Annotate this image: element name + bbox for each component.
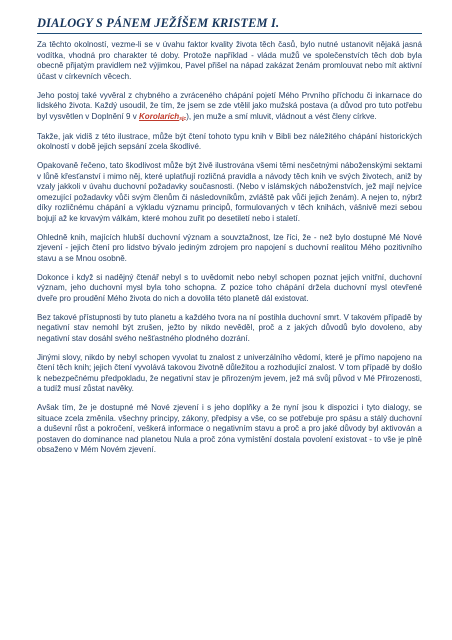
paragraph-1: Za těchto okolností, vezme-li se v úvahu faktor kvality života těch časů, bylo nutné ustanovit nějaká jasná vodítka, vhodná pro charakter té doby. Protože například - vláda mužů ve společenstvích těch dob byla obecně přijatým pravidlem než výjimkou, Pavel přišel na nápad zakázat ženám promlouvat nebo mít aktivní účast v církevních věcech.: [37, 40, 422, 81]
paragraph-6: Dokonce i když si nadějný čtenář nebyl s to uvědomit nebo nebyl schopen poznat jejich vnitřní, duchovní význam, jeho duchovní mysl byla toho schopna. Z pozice toho chápání držela duchovní mysl otevřené dveře pro proudění Mého života do nich a dovolila této planetě dál existovat.: [37, 272, 422, 303]
korolarich-link[interactable]: [139, 112, 186, 121]
paragraph-9: Avšak tím, že je dostupné mé Nové zjevení i s jeho doplňky a že nyní jsou k dispozici i tyto dialogy, se situace zcela změnila. všechny principy, zákony, předpisy a vše, co se potřebuje pro spásu a stálý duchovní a duševní růst a pokročení, veškerá informace o negativním stavu a proč a pro jaké důvody byl aktivován a postaven do dominance nad planetou Nula a proč zóna vymístění dostala povolení existovat - to vše je plně obsaženo v Mém Novém zjevení.: [37, 403, 422, 454]
paragraph-4: Opakovaně řečeno, tato škodlivost může být živě ilustrována všemi těmi nesčetnými náboženskými sektami v lůně křesťanství i mimo něj, které uplatňují rozličná pravidla a návody těch knih ve svých životech, aniž by vzaly jakkoli v úvahu duchovní požadavky současnosti. (Nebo v islámských náboženstvích, jež mají nejvíce omezující požadavky vůči svým členům či následovníkům, zvláště pak vůči jejich ženám). A nejen to, nýbrž díky rozličnému chápání a výkladu významu principů, formulovaných v těch knihách, vášnivě mezi sebou bojují až ke krvavým válkám, které mohou zuřit po desetiletí nebo i staletí.: [37, 161, 422, 223]
paragraph-2-start: Jeho postoj také vyvěral z chybného a zvráceného chápání pojetí Mého Prvního příchodu či inkarnace do lidského života. Každý usoudil, že tím, že jsem se zde vtělil jako mužská postava (a důvod pro tuto potřebu byl vysvětlen v Doplnění 9 v: [37, 90, 422, 121]
paragraph-7: Bez takové přístupnosti by tuto planetu a každého tvora na ní postihla duchovní smrt. V takovém případě by negativní stav nemohl být zrušen, ježto by nikdo nevěděl, proč a z jakých důvodů bylo dovoleno, aby negativní stav dosáhl svého nešťastného plodného dozrání.: [37, 312, 422, 343]
title-underline: [37, 33, 422, 34]
document-title: DIALOGY S PÁNEM JEŽÍŠEM KRISTEM I.: [37, 16, 280, 30]
paragraph-8: Jinými slovy, nikdo by nebyl schopen vyvolat tu znalost z univerzálního vědomí, které je přímo napojeno na čtení těch knih; jejich čtení vyvolává takovou životně důležitou a rozhodující znalost. V tom případě by došlo k nebezpečnému předpokladu, že negativní stav je přirozeným jevem, jež má svůj původ v Mé Přirozenosti, a tudíž musí zůstat navěky.: [37, 352, 422, 393]
paragraph-3: Takže, jak vidíš z této ilustrace, může být čtení tohoto typu knih v Bibli bez náležitého chápání historických okolností v době jejich sepsání zcela škodlivé.: [37, 131, 422, 151]
korolarich-link-sub: sic: [179, 115, 187, 122]
korolarich-link-text: Korolarích: [138, 111, 180, 121]
paragraph-2-end: ), jen muže a smí mluvit, vládnout a vést členy církve.: [186, 111, 377, 121]
paragraph-2: [37, 91, 422, 124]
paragraph-5: Ohledně knih, majících hlubší duchovní význam a souvztažnost, lze říci, že - než bylo dostupné Mé Nové zjevení - jejich čtení pro lidstvo bývalo jediným zdrojem pro napojení s duchovní realitou Mého pozitivního stavu a se Mnou osobně.: [37, 232, 422, 263]
